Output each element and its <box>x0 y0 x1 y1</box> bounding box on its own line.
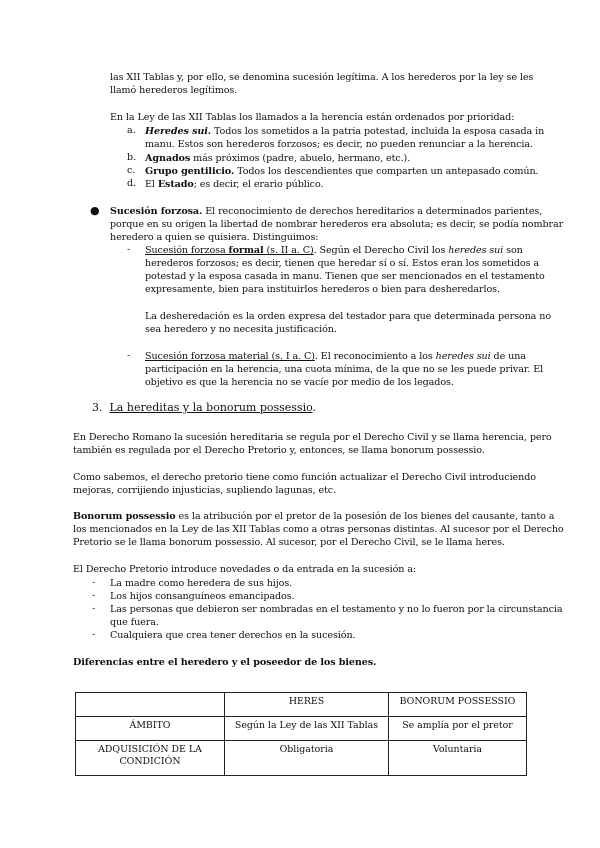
term: Sucesión forzosa. <box>110 206 203 217</box>
italic-term: heredes sui <box>448 245 504 256</box>
italic-term: heredes sui <box>435 351 491 362</box>
list-item-estado <box>145 178 323 192</box>
table-cell: Se amplía por el pretor <box>389 717 527 741</box>
formal-label: Sucesión forzosa formal (s. II a. C) <box>145 245 314 256</box>
dash-marker: - <box>127 244 131 255</box>
item-text: más próximos (padre, abuelo, hermano, etc.). <box>190 153 411 164</box>
list-marker: d. <box>127 178 137 189</box>
text: de una <box>490 351 526 362</box>
forzosa-line-2: porque en su origen la libertad de nombrar herederos era absoluta; es decir, se podía nombrar <box>110 219 564 230</box>
list-marker: c. <box>127 165 136 176</box>
forzosa-line-1 <box>110 205 542 219</box>
desheredacion-line-2: sea heredero y no necesita justificación. <box>145 324 337 335</box>
table-cell: Según la Ley de las XII Tablas <box>225 717 389 741</box>
item-pre: El <box>145 179 158 190</box>
list-item-cont: que fuera. <box>110 617 159 628</box>
formal-line-4: expresamente, bien para instituirlos herederos o bien para desheredarlos. <box>145 284 500 295</box>
paragraph-3-line-2: los mencionados en la Ley de las XII Tablas como a otras personas distintas. Al sucesor por el Derecho <box>73 524 564 535</box>
text: . Según el Derecho Civil los <box>313 245 449 256</box>
intro-line-2: llamó herederos legítimos. <box>110 85 238 96</box>
comparison-table <box>75 692 527 776</box>
dash-marker: - <box>127 350 131 361</box>
item-text: Todos los sometidos a la patria potestad, incluida la esposa casada in <box>211 126 545 137</box>
dash-marker: - <box>92 577 96 588</box>
material-line-2: participación en la herencia, una cuota mínima, de la que no se les puede privar. El <box>145 364 544 375</box>
list-item: Las personas que debieron ser nombradas en el testamento y no lo fueron por la circunstancia <box>110 604 563 615</box>
material-line-3: objetivo es que la herencia no se vacíe por medio de los legados. <box>145 377 454 388</box>
formal-line-3: potestad y la esposa casada in manu. Tienen que ser mencionados en el testamento <box>145 271 545 282</box>
table-row <box>76 717 527 741</box>
section-title: La hereditas y la bonorum possessio <box>109 401 313 414</box>
list-marker: a. <box>127 125 136 136</box>
table-cell: ADQUISICIÓN DE LA CONDICIÓN <box>76 741 225 776</box>
table-row <box>76 741 527 776</box>
list-marker: b. <box>127 152 137 163</box>
list-item-grupo-gentilicio <box>145 165 538 179</box>
section-title-end: . <box>312 401 317 414</box>
table-header-cell <box>76 693 225 717</box>
text: . El reconocimiento a los <box>314 351 436 362</box>
term: Agnados <box>145 153 191 164</box>
paragraph-2-line-2: mejoras, corrijiendo injusticias, supliendo lagunas, etc. <box>73 485 337 496</box>
text: es la atribución por el pretor de la posesión de los bienes del causante, tanto a <box>175 511 555 522</box>
material-line-1 <box>145 350 526 364</box>
paragraph-1-line-1: En Derecho Romano la sucesión hereditaria se regula por el Derecho Civil y se llama herencia, pero <box>73 432 552 443</box>
material-label: Sucesión forzosa material (s. I a. C) <box>145 351 315 362</box>
term: Bonorum possessio <box>73 511 176 522</box>
desheredacion-line-1: La desheredación es la orden expresa del testador para que determinada persona no <box>145 311 551 322</box>
term: Heredes sui. <box>145 126 212 137</box>
paragraph-4-intro: El Derecho Pretorio introduce novedades o da entrada en la sucesión a: <box>73 564 417 575</box>
dash-marker: - <box>92 590 96 601</box>
formal-line-2: herederos forzosos; es decir, tienen que heredar sí o sí. Estos eran los sometidos a <box>145 258 539 269</box>
dash-marker: - <box>92 603 96 614</box>
formal-line-1 <box>145 244 523 258</box>
intro-line-1: las XII Tablas y, por ello, se denomina sucesión legítima. A los herederos por la ley se les <box>110 72 534 83</box>
term: Grupo gentilicio. <box>145 166 235 177</box>
list-item: La madre como heredera de sus hijos. <box>110 578 293 589</box>
list-item-heredes-sui <box>145 125 544 139</box>
section-number: 3. <box>92 401 103 414</box>
paragraph-3-line-3: Pretorio se le llama bonorum possessio. Al sucesor, por el Derecho Civil, se le llama heres. <box>73 537 505 548</box>
forzosa-line-3: heredero a quien se quisiera. Distinguimos: <box>110 232 319 243</box>
differences-heading: Diferencias entre el heredero y el poseedor de los bienes. <box>73 657 377 668</box>
paragraph-3-line-1 <box>73 510 554 524</box>
item-text: Todos los descendientes que comparten un antepasado común. <box>234 166 539 177</box>
text: son <box>503 245 523 256</box>
table-header-cell: BONORUM POSSESSIO <box>389 693 527 717</box>
paragraph-2-line-1: Como sabemos, el derecho pretorio tiene como función actualizar el Derecho Civil introduciendo <box>73 472 536 483</box>
item-text: ; es decir, el erario público. <box>193 179 324 190</box>
text: El reconocimiento de derechos hereditarios a determinados parientes, <box>202 206 543 217</box>
table-header-row <box>76 693 527 717</box>
order-intro: En la Ley de las XII Tablas los llamados a la herencia están ordenados por prioridad: <box>110 112 515 123</box>
list-item: Cualquiera que crea tener derechos en la sucesión. <box>110 630 356 641</box>
list-item: Los hijos consanguíneos emancipados. <box>110 591 295 602</box>
dash-marker: - <box>92 629 96 640</box>
bullet-icon: ● <box>90 204 100 217</box>
paragraph-1-line-2: también es regulada por el Derecho Pretorio y, entonces, se llama bonorum possessio. <box>73 445 485 456</box>
list-item-heredes-sui-cont: manu. Estos son herederos forzosos; es decir, no pueden renunciar a la herencia. <box>145 139 533 150</box>
table-header-cell: HERES <box>225 693 389 717</box>
section-heading <box>92 401 316 415</box>
term: Estado <box>157 179 194 190</box>
table-cell: ÁMBITO <box>76 717 225 741</box>
list-item-agnados <box>145 152 410 166</box>
table-cell: Voluntaria <box>389 741 527 776</box>
table-cell: Obligatoria <box>225 741 389 776</box>
